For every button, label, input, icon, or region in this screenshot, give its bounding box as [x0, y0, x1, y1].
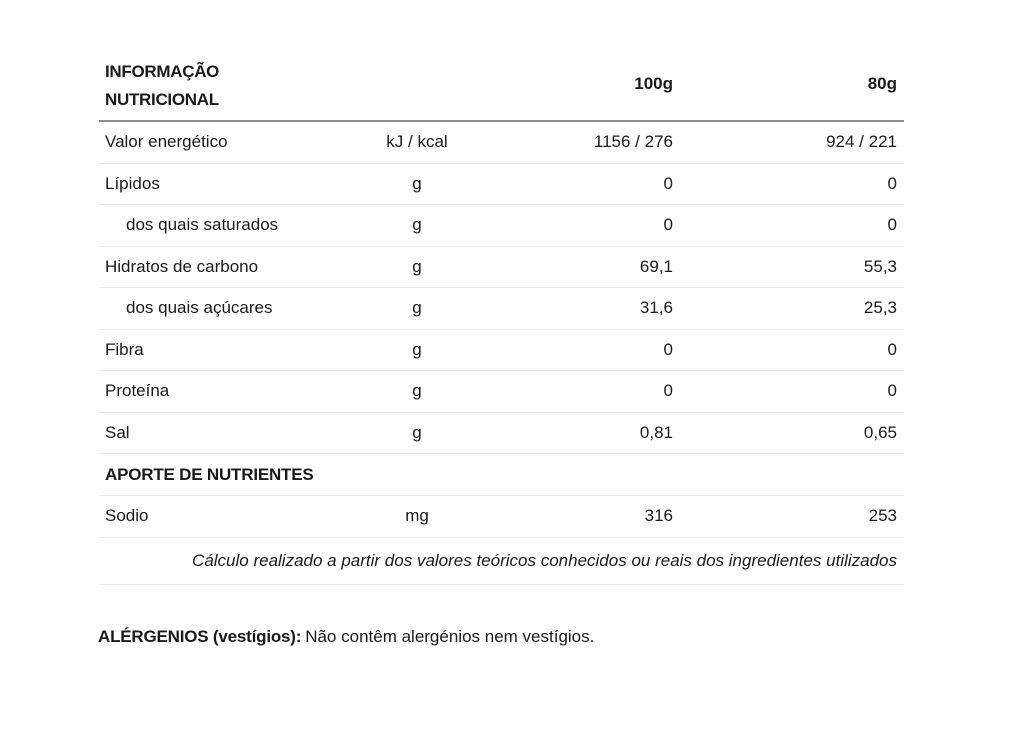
row-value-100g: 0 [663, 381, 673, 401]
row-name: Hidratos de carbono [105, 256, 259, 276]
table-row-protein [99, 371, 904, 413]
row-value-80g: 253 [868, 506, 897, 526]
row-name: Fibra [105, 339, 144, 359]
table-row-lipids [99, 164, 904, 206]
row-name: dos quais saturados [126, 215, 279, 235]
row-value-100g: 0 [663, 339, 673, 359]
row-value-80g: 25,3 [863, 298, 897, 318]
column-header-80g: 80g [867, 74, 897, 93]
calculation-note: Cálculo realizado a partir dos valores teóricos conhecidos ou reais dos ingredientes utilizados [99, 538, 904, 585]
row-value-80g: 924 / 221 [826, 132, 897, 152]
table-row-carbohydrates [99, 247, 904, 289]
table-row-salt [99, 413, 904, 455]
row-value-100g: 31,6 [639, 298, 673, 318]
row-name: dos quais açúcares [126, 298, 273, 318]
allergens-statement [98, 627, 594, 647]
row-name: Lípidos [105, 173, 160, 193]
row-value-100g: 0,81 [639, 422, 673, 442]
allergens-label: ALÉRGENIOS (vestígios): [98, 627, 302, 646]
table-title-line2: NUTRICIONAL [105, 90, 219, 109]
table-header [99, 52, 904, 122]
table-row-sugars [99, 288, 904, 330]
allergens-text: Não contêm alergénios nem vestígios. [305, 627, 595, 646]
table-title-line1: INFORMAÇÃO [105, 62, 220, 81]
row-value-80g: 0 [887, 173, 897, 193]
row-unit-text: kJ / kcal [386, 132, 448, 152]
table-row-sodium [99, 496, 904, 538]
row-value-100g: 0 [663, 215, 673, 235]
row-unit-text: g [412, 298, 422, 318]
row-unit-text: mg [405, 506, 429, 526]
row-name: Valor energético [105, 132, 228, 152]
row-value-80g: 0 [887, 215, 897, 235]
nutrients-section-header [99, 454, 904, 496]
row-unit-text: g [412, 215, 422, 235]
row-value-100g: 69,1 [639, 256, 673, 276]
row-name: Sal [105, 422, 130, 442]
row-value-80g: 0,65 [863, 422, 897, 442]
row-unit-text: g [412, 339, 422, 359]
row-value-80g: 55,3 [863, 256, 897, 276]
row-value-80g: 0 [887, 381, 897, 401]
row-unit-text: g [412, 256, 422, 276]
row-value-100g: 0 [663, 173, 673, 193]
row-value-100g: 316 [644, 506, 673, 526]
row-unit-text: g [412, 381, 422, 401]
table-title [105, 58, 345, 114]
row-unit-text: g [412, 422, 422, 442]
row-name: Sodio [105, 506, 149, 526]
row-value-80g: 0 [887, 339, 897, 359]
table-row-saturated [99, 205, 904, 247]
row-value-100g: 1156 / 276 [593, 132, 673, 152]
nutrients-section-title: APORTE DE NUTRIENTES [105, 464, 314, 484]
row-name: Proteína [105, 381, 170, 401]
column-header-100g: 100g [634, 74, 673, 93]
table-row-fibre [99, 330, 904, 372]
nutrition-table [99, 52, 904, 585]
table-row-energy [99, 122, 904, 164]
row-unit-text: g [412, 173, 422, 193]
